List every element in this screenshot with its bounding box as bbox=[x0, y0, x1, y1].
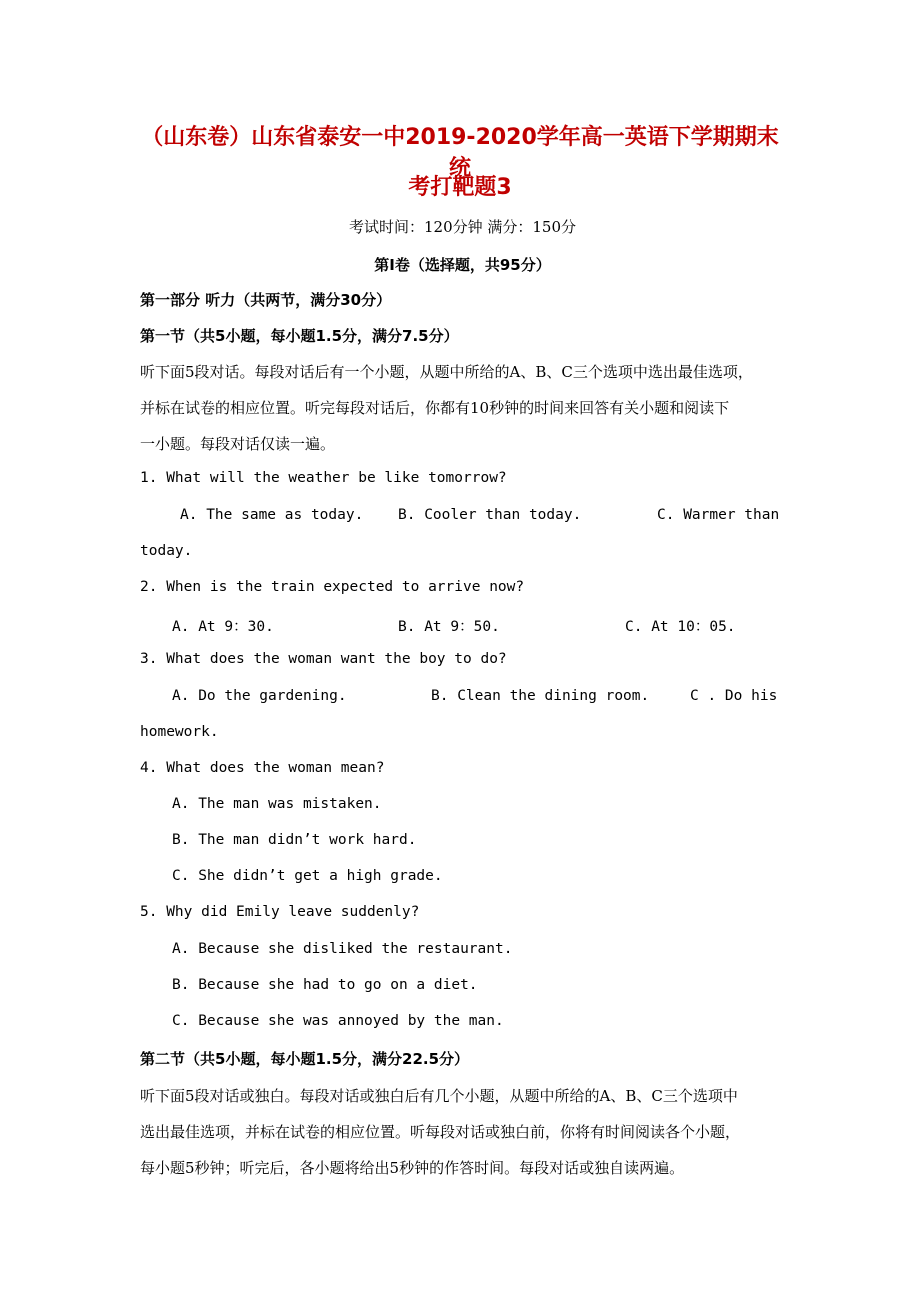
document-title-line-2: 考打靶题3 bbox=[408, 175, 512, 200]
question-2-stem: 2. When is the train expected to arrive now? bbox=[140, 579, 525, 595]
section1-instruction-line: 听下面5段对话。每段对话后有一个小题，从题中所给的A、B、C三个选项中选出最佳选项， bbox=[140, 363, 753, 381]
question-2-option-b: B. At 9：50. bbox=[398, 619, 500, 635]
question-4-option-a: A. The man was mistaken. bbox=[172, 796, 382, 812]
section2-instruction-line: 选出最佳选项，并标在试卷的相应位置。听每段对话或独白前，你将有时间阅读各个小题， bbox=[140, 1123, 741, 1141]
question-5-option-c: C. Because she was annoyed by the man. bbox=[172, 1013, 504, 1029]
volume-heading: 第Ⅰ卷（选择题，共95分） bbox=[374, 256, 551, 274]
question-5-option-b: B. Because she had to go on a diet. bbox=[172, 977, 478, 993]
question-3-option-b: B. Clean the dining room. bbox=[431, 688, 650, 704]
question-1-option-c-continued: today. bbox=[140, 543, 193, 559]
section1-instruction-line: 并标在试卷的相应位置。听完每段对话后，你都有10秒钟的时间来回答有关小题和阅读下 bbox=[140, 399, 730, 417]
question-4-option-b: B. The man didn’t work hard. bbox=[172, 832, 417, 848]
question-3-stem: 3. What does the woman want the boy to do? bbox=[140, 651, 507, 667]
question-3-option-c-continued: homework. bbox=[140, 724, 219, 740]
question-5-stem: 5. Why did Emily leave suddenly? bbox=[140, 904, 420, 920]
question-1-option-c: C. Warmer than bbox=[657, 507, 780, 523]
part1-heading: 第一部分 听力（共两节，满分30分） bbox=[140, 291, 392, 309]
question-1-option-b: B. Cooler than today. bbox=[398, 507, 582, 523]
question-5-option-a: A. Because she disliked the restaurant. bbox=[172, 941, 513, 957]
section2-instruction-line: 每小题5秒钟；听完后，各小题将给出5秒钟的作答时间。每段对话或独自读两遍。 bbox=[140, 1159, 685, 1177]
section2-instruction-line: 听下面5段对话或独白。每段对话或独白后有几个小题，从题中所给的A、B、C三个选项中 bbox=[140, 1087, 738, 1105]
question-2-option-c: C. At 10：05. bbox=[625, 619, 736, 635]
question-2-option-a: A. At 9：30. bbox=[172, 619, 274, 635]
question-3-option-a: A. Do the gardening. bbox=[172, 688, 347, 704]
question-1-option-a: A. The same as today. bbox=[180, 507, 364, 523]
section2-heading: 第二节（共5小题，每小题1.5分，满分22.5分） bbox=[140, 1050, 470, 1068]
exam-info: 考试时间：120分钟 满分：150分 bbox=[348, 218, 577, 236]
question-1-stem: 1. What will the weather be like tomorrow? bbox=[140, 470, 507, 486]
document-title-line-1: （山东卷）山东省泰安一中2019-2020学年高一英语下学期期末统 bbox=[141, 125, 779, 181]
section1-instruction-line: 一小题。每段对话仅读一遍。 bbox=[140, 435, 336, 453]
question-3-option-c: C . Do his bbox=[690, 688, 778, 704]
question-4-stem: 4. What does the woman mean? bbox=[140, 760, 385, 776]
section1-heading: 第一节（共5小题，每小题1.5分，满分7.5分） bbox=[140, 327, 459, 345]
question-4-option-c: C. She didn’t get a high grade. bbox=[172, 868, 443, 884]
